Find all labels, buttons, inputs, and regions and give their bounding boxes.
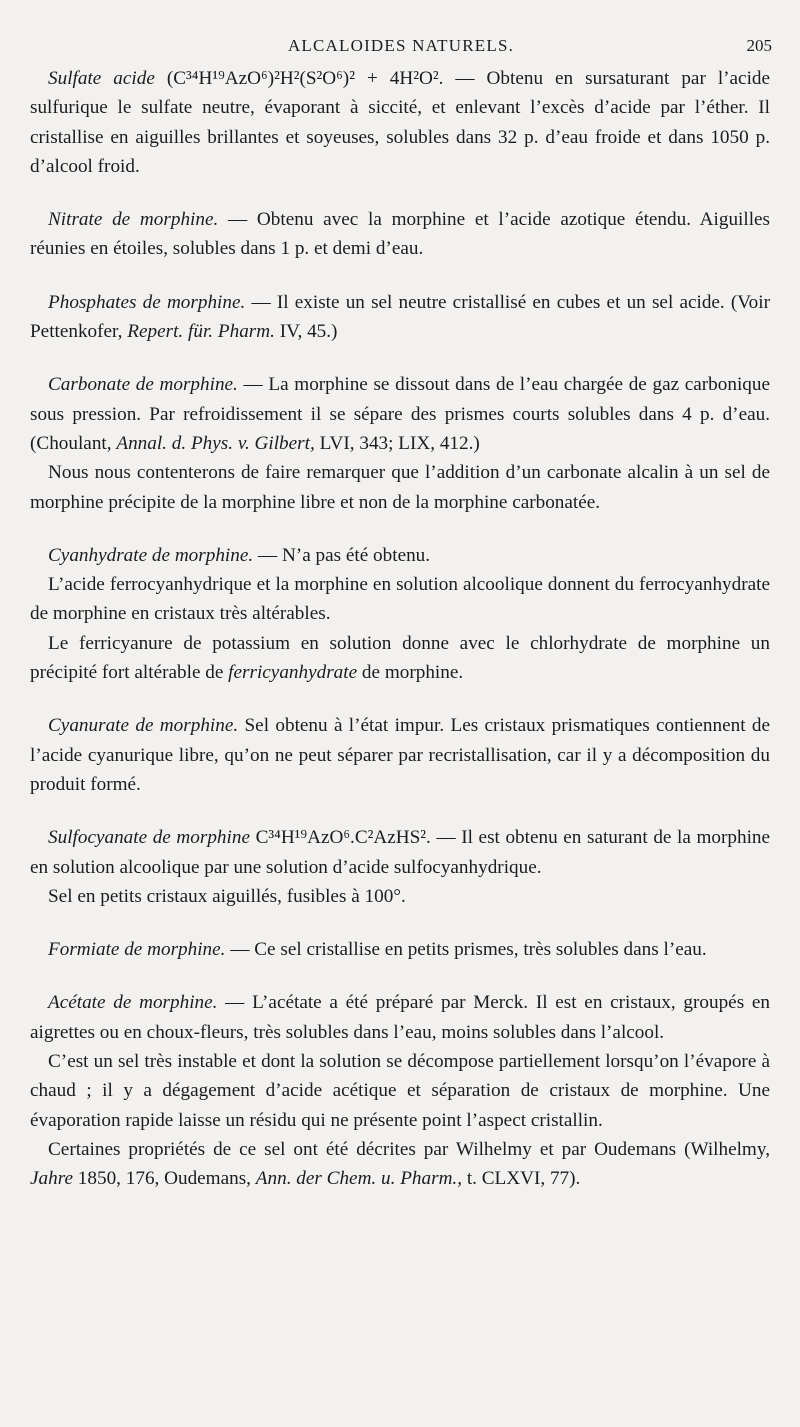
paragraph-text: 1850, 176, Oudemans, xyxy=(77,1168,251,1190)
entry-text: — Il existe un sel neutre cristallisé en cubes et un sel acide. (Voir Pettenkofer, xyxy=(30,291,770,343)
entry-paragraph xyxy=(30,629,770,688)
chemical-formula: (C³⁴H¹⁹AzO⁶)²H²(S²O⁶)² + 4H²O². xyxy=(166,68,444,89)
paragraph-text: t. CLXVI, 77). xyxy=(466,1168,581,1190)
entry-carbonate xyxy=(30,370,770,458)
running-head xyxy=(30,36,772,62)
entry-title: Acétate de morphine. xyxy=(48,992,218,1014)
entry-title: Phosphates de morphine. xyxy=(48,291,246,313)
reference-title: Jahre xyxy=(30,1168,73,1190)
running-title: ALCALOIDES NATURELS. xyxy=(287,36,515,55)
reference-detail: IV, 45.) xyxy=(279,321,338,343)
paragraph-text: Certaines propriétés de ce sel ont été décrites par Wilhelmy et par Oudemans (Wilhelmy, xyxy=(48,1138,770,1160)
entry-title: Sulfate acide xyxy=(48,68,155,89)
paragraph-text: Le ferricyanure de potassium en solution donne avec le chlorhydrate de morphine un précipité fort altérable de xyxy=(30,632,770,684)
reference-title: Repert. für. Pharm. xyxy=(127,321,275,343)
entry-sulfate-acide xyxy=(30,64,770,181)
entry-title: Cyanhydrate de morphine. xyxy=(48,544,254,566)
entry-phosphates xyxy=(30,288,770,347)
entry-title: Formiate de morphine. xyxy=(48,939,226,961)
entry-cyanhydrate xyxy=(30,541,770,570)
reference-title: Ann. der Chem. u. Pharm., xyxy=(255,1168,463,1190)
entry-paragraph: L’acide ferrocyanhydrique et la morphine en solution alcoolique donnent du ferrocyanhydrate de morphine en cristaux très altérables. xyxy=(30,574,770,625)
entry-title: Sulfocyanate de morphine xyxy=(48,827,250,849)
entry-title: Nitrate de morphine. xyxy=(48,209,219,231)
entry-text: — L’acétate a été préparé par Merck. Il est en cristaux, groupés en aigrettes ou en choux-fleurs, très solubles dans l’eau, moins solubles dans l’alcool. xyxy=(30,992,770,1043)
entry-nitrate xyxy=(30,205,770,264)
reference-title: Annal. d. Phys. v. Gilbert, xyxy=(116,432,315,454)
entry-paragraph: Sel en petits cristaux aiguillés, fusibles à 100°. xyxy=(48,885,406,907)
page-number: 205 xyxy=(746,36,772,55)
body-text xyxy=(30,64,770,1194)
italic-term: ferricyanhydrate xyxy=(228,662,358,684)
entry-text: Sel obtenu à l’état impur. Les cristaux prismatiques contiennent de l’acide cyanurique libre, qu’on ne peut séparer par recristallisation, car il y a décomposition du produit formé. xyxy=(30,715,770,795)
entry-formiate xyxy=(30,935,770,964)
entry-paragraph: Nous nous contenterons de faire remarquer que l’addition d’un carbonate alcalin à un sel de morphine précipite de la morphine libre et non de la morphine carbonatée. xyxy=(30,462,770,513)
entry-text: — Obtenu en sursaturant par l’acide sulfurique le sulfate neutre, évaporant à siccité, et enlevant l’excès d’acide par l’éther. Il cristallise en aiguilles brillantes et soyeuses, solubles dans 32 p. d’eau froide et dans 1050 p. d’alcool froid. xyxy=(30,68,771,177)
entry-title: Cyanurate de morphine. xyxy=(48,715,239,737)
entry-cyanurate xyxy=(30,711,770,799)
entry-text: — N’a pas été obtenu. xyxy=(257,544,431,566)
entry-text: — Obtenu avec la morphine et l’acide azotique étendu. Aiguilles réunies en étoiles, solubles dans 1 p. et demi d’eau. xyxy=(30,209,771,260)
entry-paragraph: C’est un sel très instable et dont la solution se décompose partiellement lorsqu’on l’évapore à chaud ; il y a dégagement d’acide acétique et séparation de cristaux de morphine. Une évaporation rapide laisse un résidu qui ne présente point l’aspect cristallin. xyxy=(30,1051,770,1131)
reference-detail: LVI, 343; LIX, 412.) xyxy=(319,432,480,454)
entry-sulfocyanate xyxy=(30,823,770,882)
entry-acetate xyxy=(30,988,770,1047)
paragraph-text: de morphine. xyxy=(361,662,464,684)
entry-title: Carbonate de morphine. xyxy=(48,374,238,396)
entry-text: — Il est obtenu en saturant de la morphine en solution alcoolique par une solution d’acide sulfocyanhydrique. xyxy=(30,827,771,878)
entry-text: — Ce sel cristallise en petits prismes, très solubles dans l’eau. xyxy=(230,939,707,961)
entry-paragraph xyxy=(30,1135,770,1194)
chemical-formula: C³⁴H¹⁹AzO⁶.C²AzHS². xyxy=(255,827,431,849)
entry-text: — La morphine se dissout dans de l’eau chargée de gaz carbonique sous pression. Par refroidissement il se sépare des prismes courts solubles dans 4 p. d’eau. (Choulant, xyxy=(30,374,770,454)
